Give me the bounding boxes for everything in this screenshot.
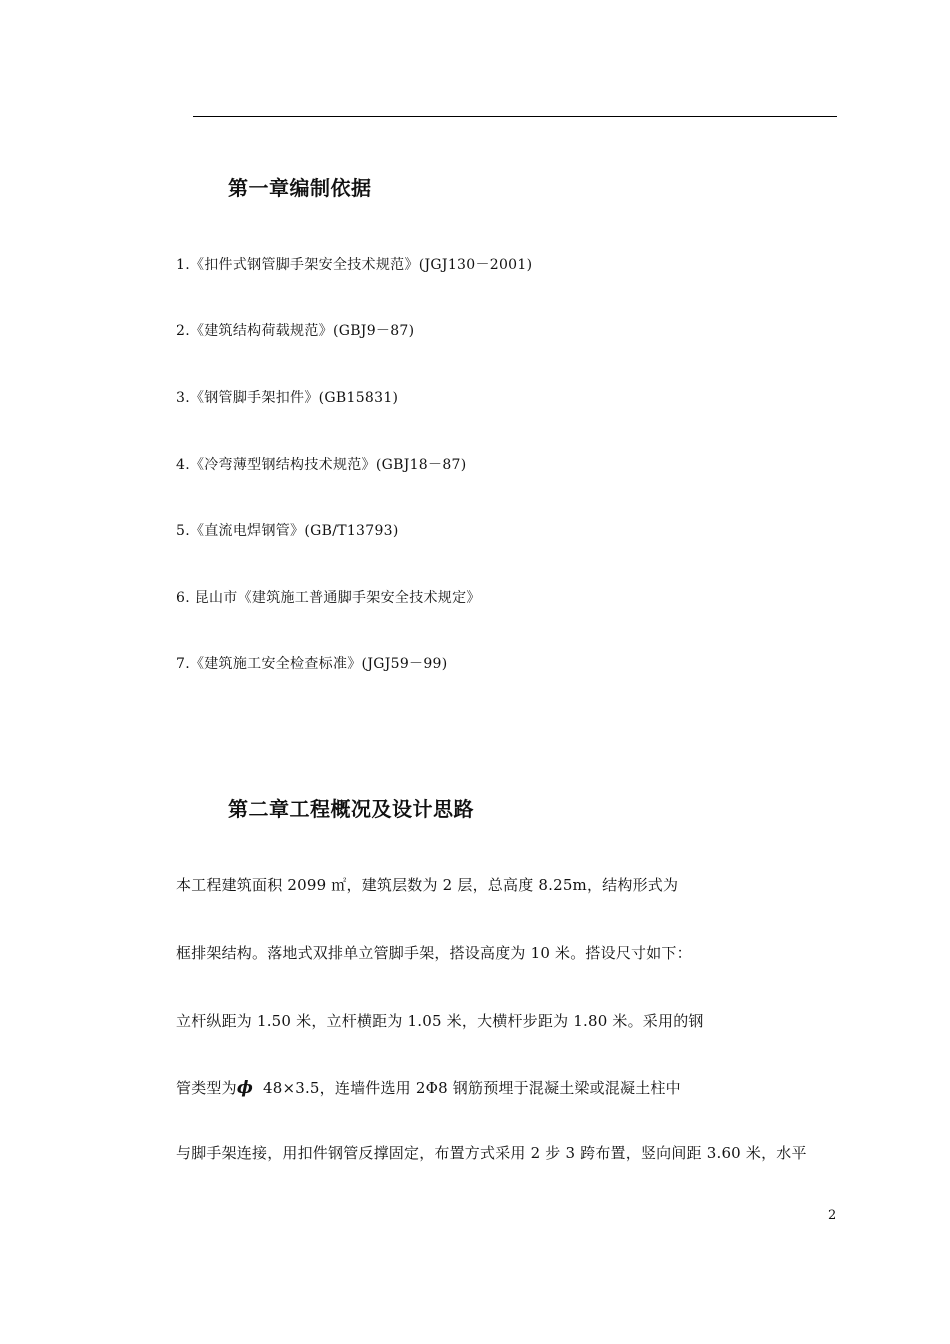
reference-item-5: 5.《直流电焊钢管》(GB/T13793) [176, 523, 399, 539]
paragraph-line-2: 框排架结构。落地式双排单立管脚手架，搭设高度为 10 米。搭设尺寸如下： [176, 944, 692, 962]
header-rule [193, 116, 837, 117]
reference-item-6: 6. 昆山市《建筑施工普通脚手架安全技术规定》 [176, 590, 481, 606]
paragraph-line-5: 与脚手架连接，用扣件钢管反撑固定，布置方式采用 2 步 3 跨布置，竖向间距 3.60 米，水平 [176, 1144, 807, 1162]
paragraph-line-4-rest: 48×3.5，连墙件选用 2Φ8 钢筋预埋于混凝土梁或混凝土柱中 [262, 1079, 681, 1097]
phi-symbol: ϕ [236, 1078, 254, 1098]
paragraph-line-1: 本工程建筑面积 2099 ㎡，建筑层数为 2 层，总高度 8.25m，结构形式为 [176, 876, 679, 894]
reference-item-4: 4.《冷弯薄型钢结构技术规范》(GBJ18－87) [176, 457, 467, 473]
page-number: 2 [828, 1208, 837, 1223]
paragraph-line-3: 立杆纵距为 1.50 米，立杆横距为 1.05 米，大横杆步距为 1.80 米。采用的钢 [176, 1012, 704, 1030]
reference-item-3: 3.《钢管脚手架扣件》(GB15831) [176, 390, 399, 406]
paragraph-line-4-start: 管类型为 [176, 1079, 237, 1097]
reference-item-1: 1.《扣件式钢管脚手架安全技术规范》(JGJ130－2001) [176, 257, 533, 273]
chapter-2-heading: 第二章工程概况及设计思路 [228, 797, 474, 821]
reference-item-2: 2.《建筑结构荷载规范》(GBJ9－87) [176, 323, 415, 339]
chapter-1-heading: 第一章编制依据 [228, 176, 372, 200]
reference-item-7: 7.《建筑施工安全检查标准》(JGJ59－99) [176, 656, 448, 672]
paragraph-line-4 [176, 1077, 681, 1098]
